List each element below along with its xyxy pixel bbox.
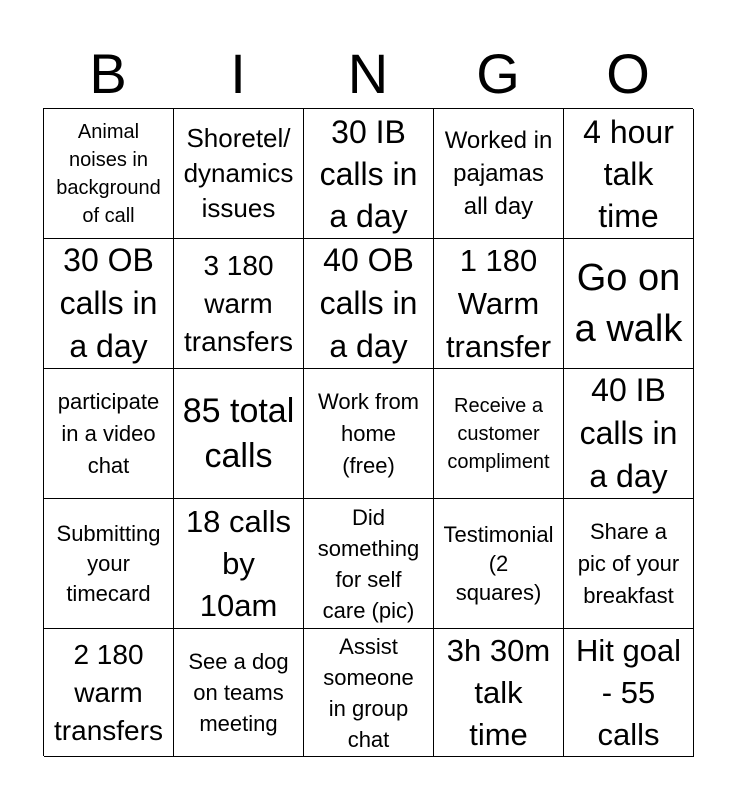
bingo-cell-text: 1 180 Warm transfer [445,243,552,364]
bingo-cell[interactable] [174,369,304,499]
bingo-cell[interactable] [174,239,304,369]
bingo-cell-text: participate in a video chat [57,388,160,478]
bingo-cell-text: 4 hour talk time [583,113,674,234]
bingo-cell-text: Testimonial (2 squares) [443,522,554,605]
bingo-cell-text: 40 OB calls in a day [319,242,418,364]
bingo-cell[interactable] [44,239,174,369]
bingo-cell-text: See a dog on teams meeting [188,649,289,736]
bingo-cell-text: 30 OB calls in a day [59,242,158,364]
bingo-cell[interactable] [434,499,564,629]
bingo-cell[interactable] [44,109,174,239]
bingo-cell-text: Hit goal - 55 calls [575,632,682,752]
bingo-cell-text: 85 total calls [182,391,295,475]
bingo-cell[interactable] [174,499,304,629]
bingo-cell-text: Animal noises in background of call [56,120,161,227]
bingo-cell[interactable] [564,499,694,629]
bingo-cell[interactable] [434,109,564,239]
bingo-cell-text: 2 180 warm transfers [54,638,163,746]
bingo-cell-text: Submitting your timecard [56,520,161,606]
bingo-cell-text: Go on a walk [574,256,683,350]
bingo-cell[interactable] [304,629,434,757]
bingo-cell-text: Share a pic of your breakfast [577,518,680,608]
header-letter-n: N [347,42,389,105]
bingo-cell[interactable] [564,109,694,239]
bingo-cell[interactable] [44,629,174,757]
bingo-cell-text: 30 IB calls in a day [319,113,418,234]
bingo-cell-text: Receive a customer compliment [447,394,550,473]
bingo-cell[interactable] [434,369,564,499]
bingo-cell-text: 3h 30m talk time [446,632,551,752]
header-letter-o: O [606,42,650,105]
bingo-cell[interactable] [564,239,694,369]
bingo-cell[interactable] [434,629,564,757]
bingo-cell[interactable] [434,239,564,369]
bingo-cell-text: Assist someone in group chat [323,633,414,752]
header-letter-i: I [230,42,246,105]
bingo-cell[interactable] [304,109,434,239]
bingo-cell[interactable] [44,369,174,499]
bingo-cell-text: 40 IB calls in a day [579,372,678,494]
header-letter-g: G [476,42,520,105]
bingo-cell[interactable] [304,499,434,629]
bingo-cell-text: Shoretel/ dynamics issues [183,123,294,223]
bingo-cell[interactable] [304,369,434,499]
bingo-grid [43,108,693,756]
bingo-cell[interactable] [44,499,174,629]
bingo-cell[interactable] [304,239,434,369]
bingo-cell[interactable] [174,629,304,757]
bingo-header [43,40,693,108]
bingo-cell-text: Worked in pajamas all day [444,127,553,220]
bingo-cell-text: 3 180 warm transfers [184,249,293,357]
bingo-cell-text: 18 calls by 10am [185,503,292,623]
bingo-cell[interactable] [174,109,304,239]
bingo-cell[interactable] [564,629,694,757]
bingo-cell-text: Work from home (free) [317,388,420,478]
bingo-cell[interactable] [564,369,694,499]
header-letter-b: B [89,42,127,105]
bingo-cell-text: Did something for self care (pic) [317,504,420,623]
